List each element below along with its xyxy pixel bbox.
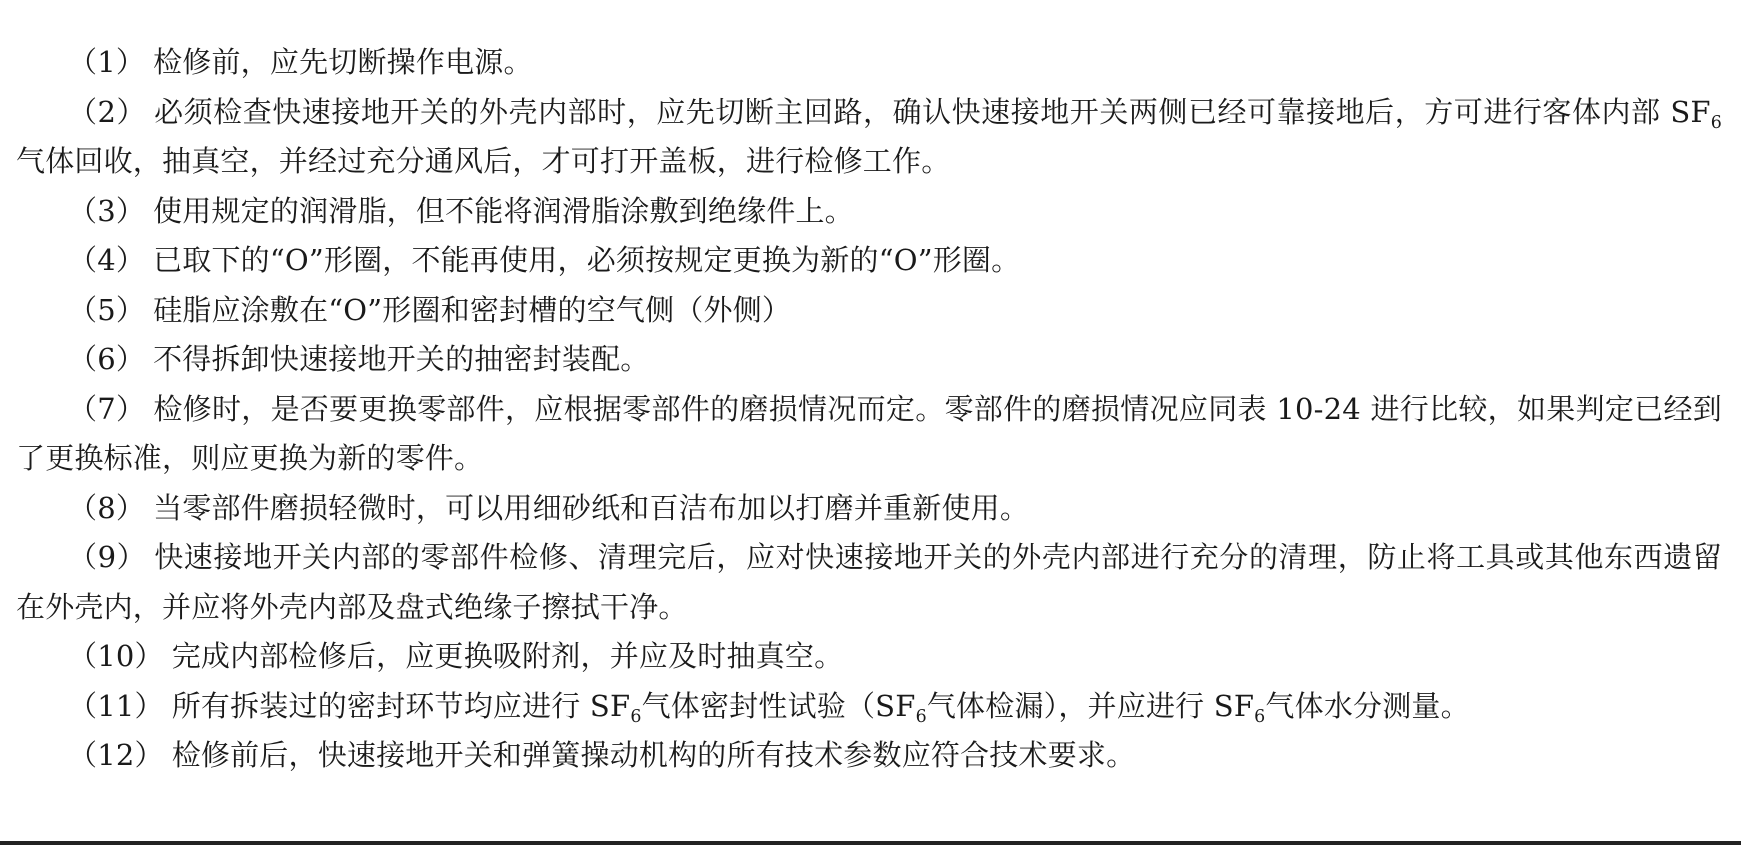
item-text: 所有拆装过的密封环节均应进行 SF [171,688,631,723]
item-number: （10） [68,639,164,673]
item-number: （9） [68,540,147,574]
item-text: 气体回收，抽真空，并经过充分通风后，才可打开盖板，进行检修工作。 [16,144,951,178]
item-number: （12） [68,738,164,772]
paragraph-6 [16,335,1722,385]
item-number: （11） [68,688,164,723]
item-text: 当零部件磨损轻微时，可以用细砂纸和百洁布加以打磨并重新使用。 [153,490,1030,525]
bottom-rule [0,841,1741,845]
item-number: （8） [68,490,146,525]
paragraph-9 [16,533,1722,632]
paragraph-5 [16,286,1722,336]
item-text: 使用规定的润滑脂，但不能将润滑脂涂敷到绝缘件上。 [153,193,854,228]
item-number: （5） [68,292,146,327]
item-number: （1） [68,45,146,79]
item-text: 检修前后，快速接地开关和弹簧操动机构的所有技术参数应符合技术要求。 [171,738,1136,772]
item-text: 快速接地开关内部的零部件检修、清理完后，应对快速接地开关的外壳内部进行充分的清理，防止将工具或其他东西遗留在外壳内，并应将外壳内部及盘式绝缘子擦拭干净。 [16,540,1722,624]
item-text: 硅脂应涂敷在“O”形圈和密封槽的空气侧（外侧） [153,292,792,327]
item-number: （6） [68,342,146,376]
paragraph-8 [16,484,1722,534]
paragraph-3 [16,187,1722,237]
item-number: （2） [68,94,147,129]
item-text: 检修前，应先切断操作电源。 [153,45,533,79]
item-text: 已取下的“O”形圈，不能再使用，必须按规定更换为新的“O”形圈。 [153,243,1021,277]
item-number: （3） [68,193,146,228]
subscript: 6 [915,706,927,727]
item-text: 完成内部检修后，应更换吸附剂，并应及时抽真空。 [171,639,844,673]
paragraph-10 [16,632,1722,682]
item-text: 气体检漏），并应进行 SF [926,688,1255,723]
paragraph-11 [16,682,1722,732]
paragraph-12 [16,731,1722,781]
item-text: 不得拆卸快速接地开关的抽密封装配。 [153,342,650,376]
item-text: 检修时，是否要更换零部件，应根据零部件的磨损情况而定。零部件的磨损情况应同表 10-24 进行比较，如果判定已经到了更换标准，则应更换为新的零件。 [16,391,1722,475]
paragraph-4 [16,236,1722,286]
item-number: （4） [68,243,146,277]
paragraph-7 [16,385,1722,484]
item-text: 必须检查快速接地开关的外壳内部时，应先切断主回路，确认快速接地开关两侧已经可靠接地后，方可进行客体内部 SF [154,94,1711,129]
item-text: 气体密封性试验（SF [641,688,916,723]
paragraph-1 [16,38,1722,88]
item-number: （7） [68,391,146,426]
subscript: 6 [1254,706,1266,727]
subscript: 6 [630,706,642,727]
item-text: 气体水分测量。 [1265,688,1470,723]
paragraph-2 [16,88,1722,187]
subscript: 6 [1710,112,1722,133]
document-body [16,38,1722,781]
